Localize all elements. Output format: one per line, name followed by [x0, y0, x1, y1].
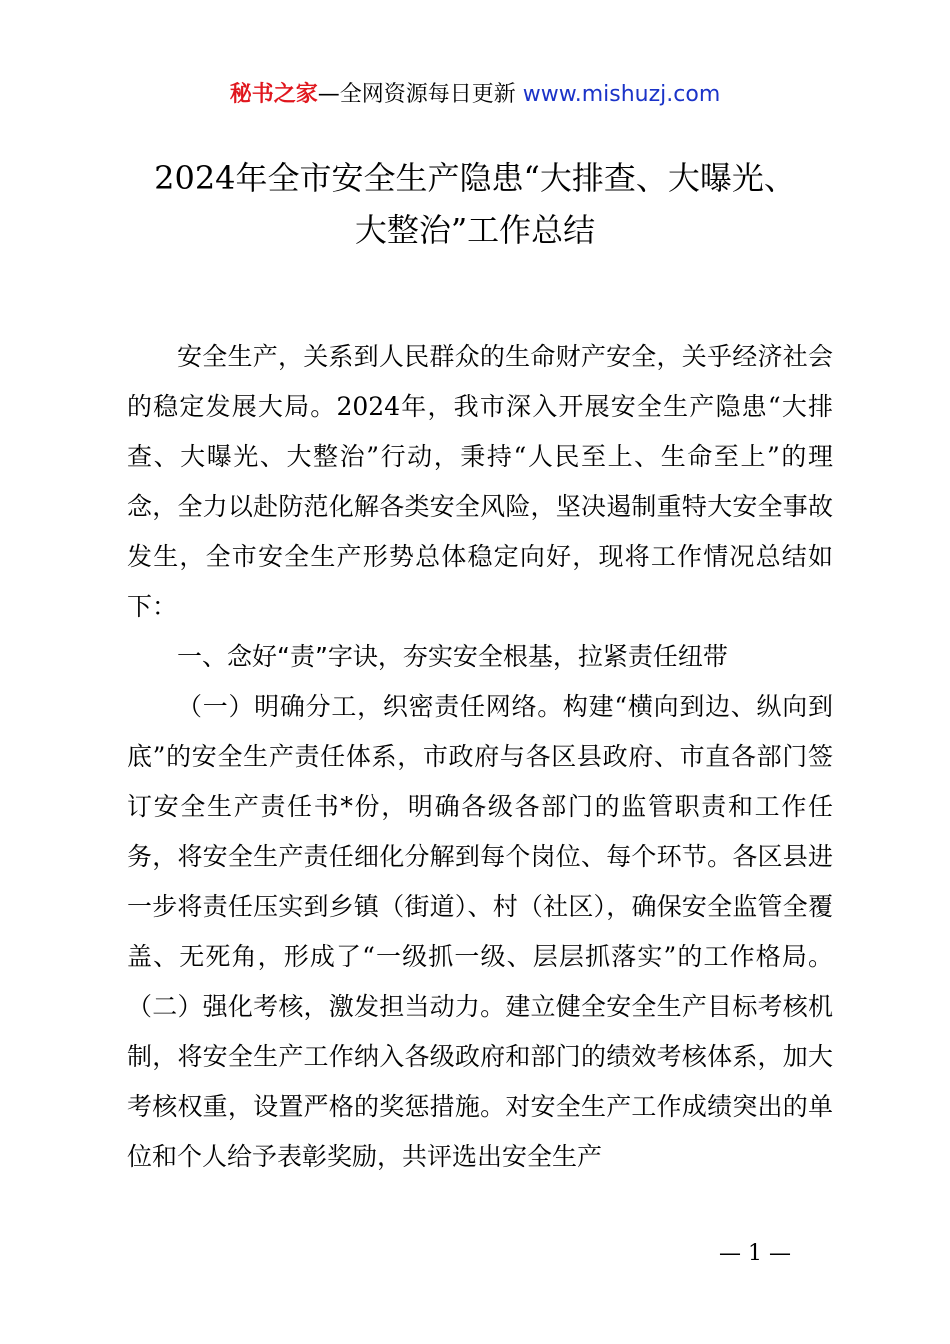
- title-line-1: 2024年全市安全生产隐患“大排查、大曝光、: [154, 159, 796, 197]
- page-number: — 1 —: [719, 1241, 791, 1266]
- document-title: [60, 152, 890, 256]
- document-body: [127, 332, 833, 1182]
- site-slogan: —全网资源每日更新: [317, 82, 523, 107]
- title-line-2: 大整治”工作总结: [354, 211, 596, 249]
- site-brand: 秘书之家: [229, 82, 318, 107]
- intro-paragraph: 安全生产，关系到人民群众的生命财产安全，关乎经济社会的稳定发展大局。2024年，我市深入开展安全生产隐患“大排查、大曝光、大整治”行动，秉持“人民至上、生命至上”的理念，全力以赴防范化解各类安全风险，坚决遏制重特大安全事故发生，全市安全生产形势总体稳定向好，现将工作情况总结如下：: [127, 342, 833, 621]
- section-heading-1: 一、念好“责”字诀，夯实安全根基，拉紧责任纽带: [177, 642, 728, 671]
- section-1-paragraph: （一）明确分工，织密责任网络。构建“横向到边、纵向到底”的安全生产责任体系，市政府与各区县政府、市直各部门签订安全生产责任书*份，明确各级各部门的监管职责和工作任务，将安全生产责任细化分解到每个岗位、每个环节。各区县进一步将责任压实到乡镇（街道）、村（社区），确保安全监管全覆盖、无死角，形成了“一级抓一级、层层抓落实”的工作格局。（二）强化考核，激发担当动力。建立健全安全生产目标考核机制，将安全生产工作纳入各级政府和部门的绩效考核体系，加大考核权重，设置严格的奖惩措施。对安全生产工作成绩突出的单位和个人给予表彰奖励，共评选出安全生产: [127, 692, 833, 1171]
- site-header: [0, 78, 950, 112]
- site-url-link[interactable]: www.mishuzj.com: [522, 82, 721, 107]
